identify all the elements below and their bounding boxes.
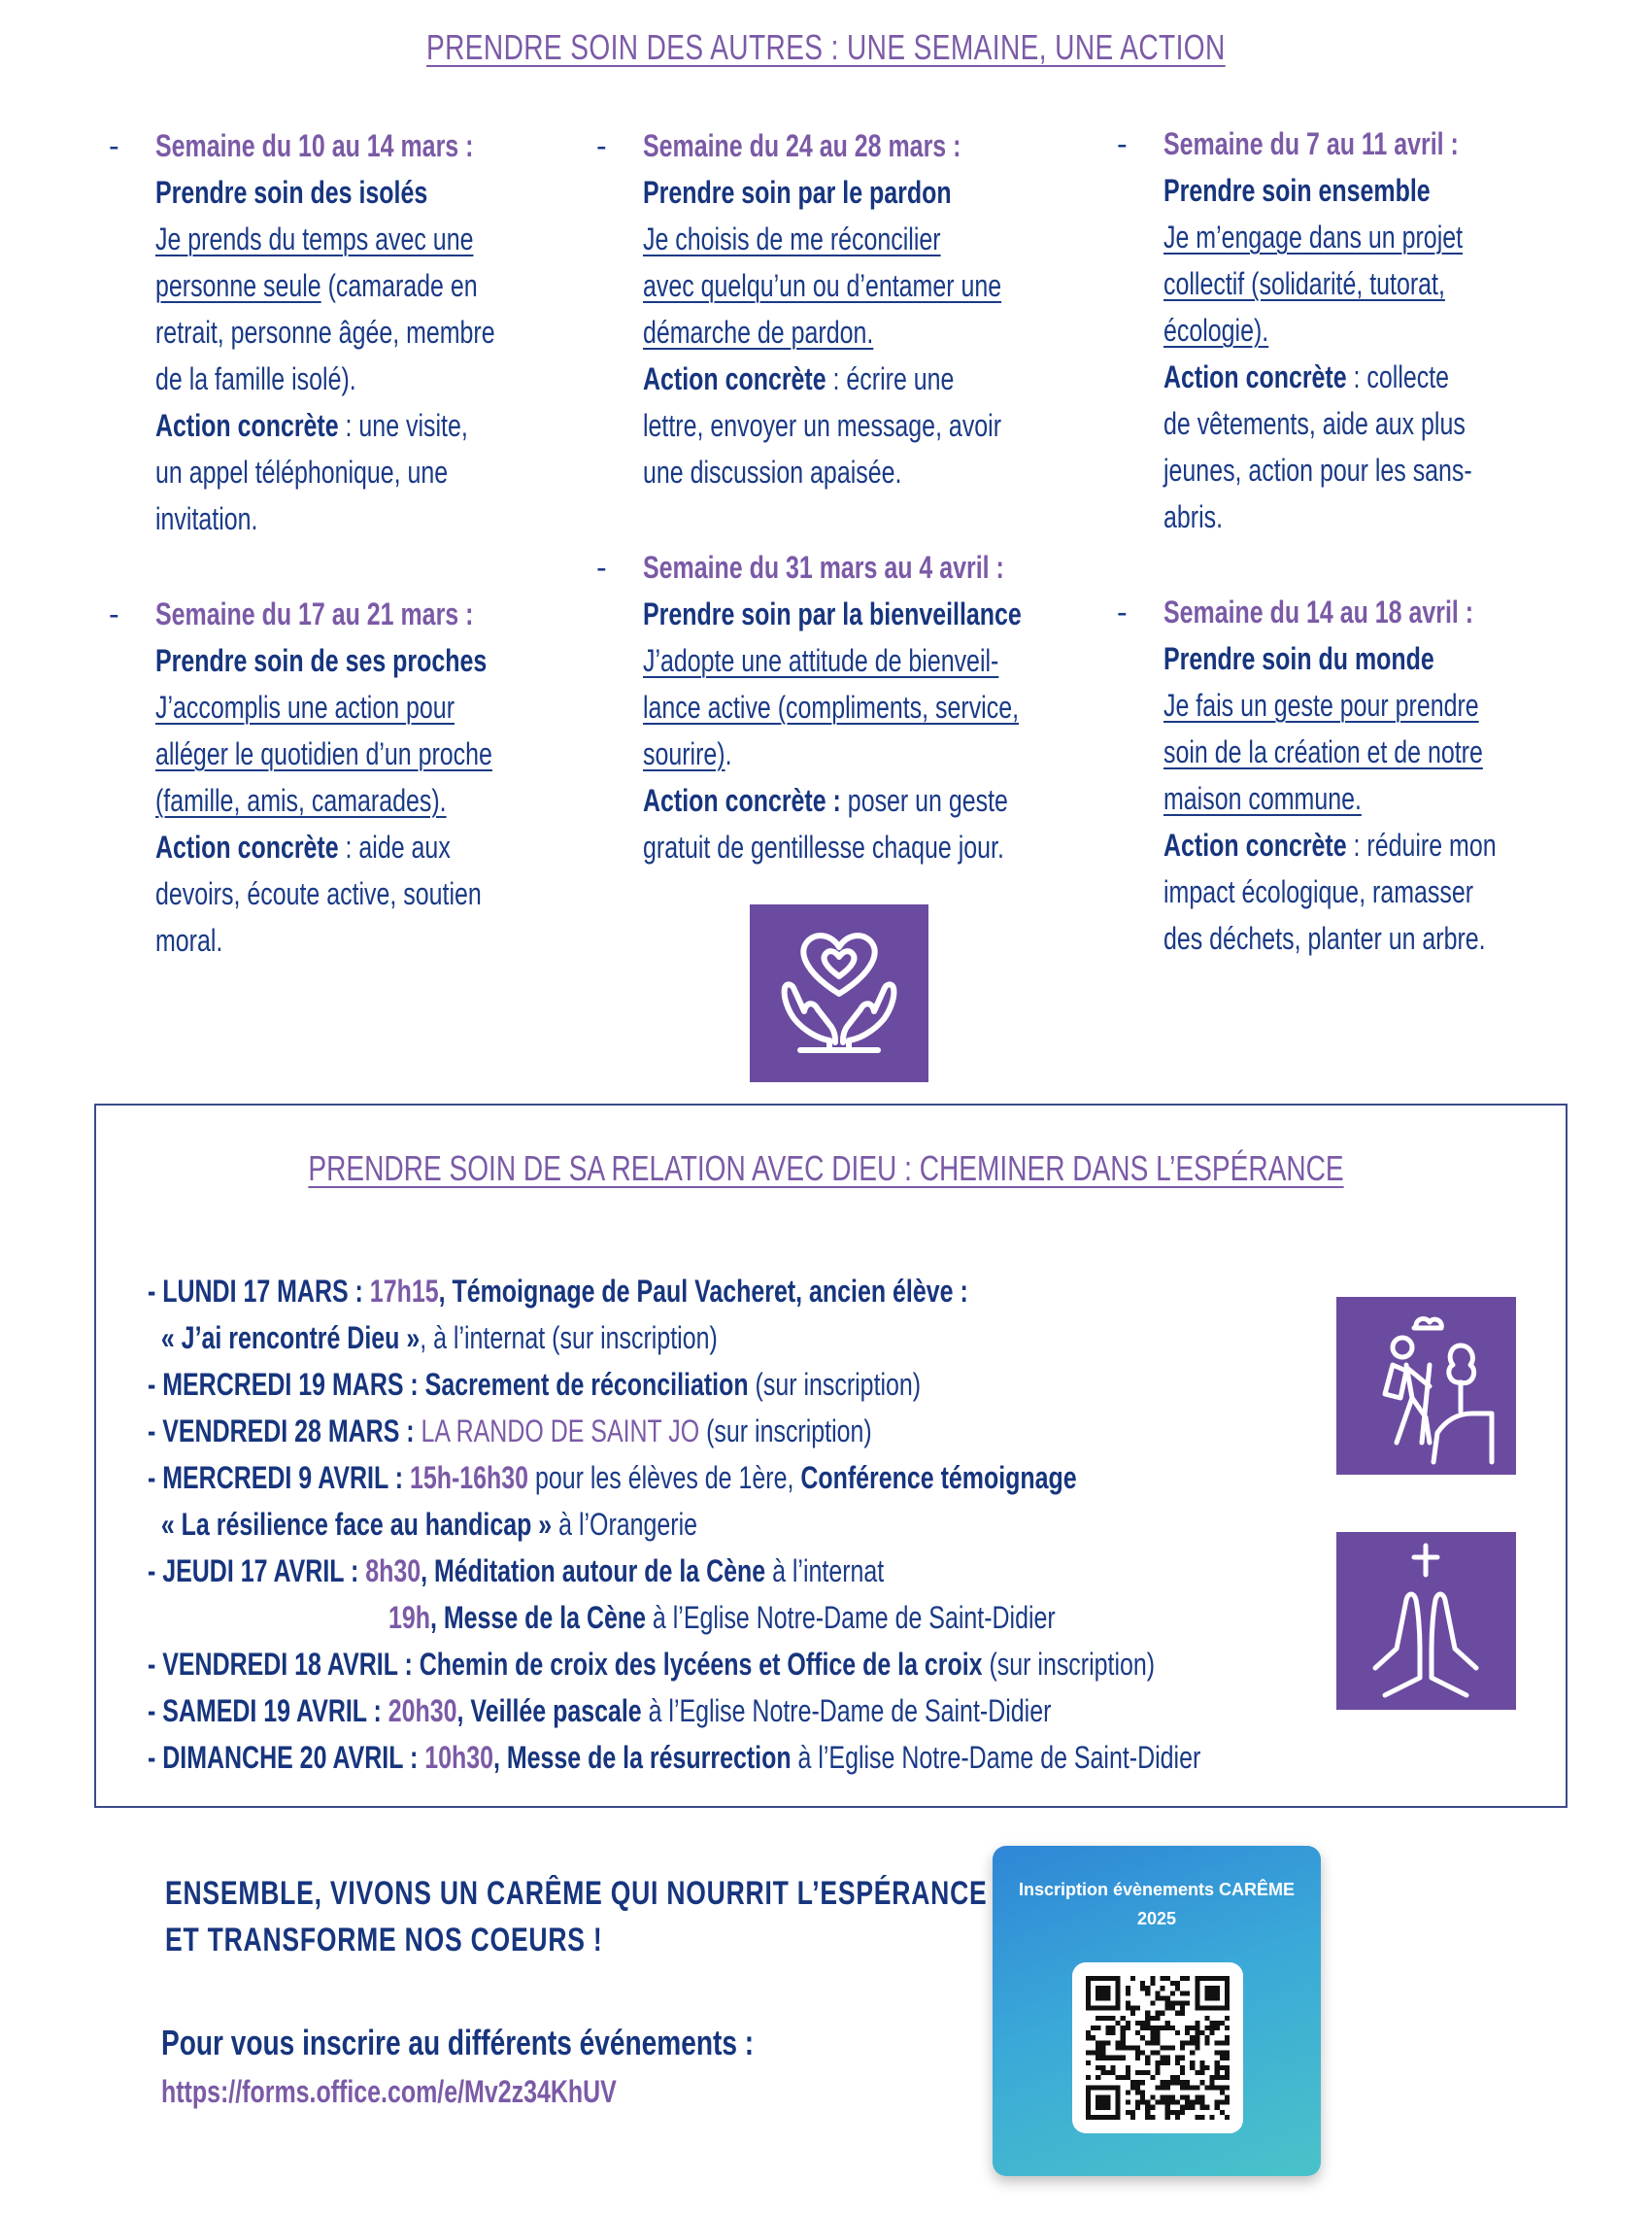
faith-section-title: PRENDRE SOIN DE SA RELATION AVEC DIEU : CHEMINER DANS L’ESPÉRANCE <box>308 1148 1344 1188</box>
week-block-4: - Semaine du 31 mars au 4 avril : Prendre soin par la bienveillance J’adopte une attitude de bienveil- lance active (compliments, service, sourire). Action concrète : poser un geste gratuit de gentillesse chaque jour. <box>643 544 1129 870</box>
week-theme: Prendre soin par le pardon <box>643 175 952 210</box>
week-block-5: - Semaine du 7 au 11 avril : Prendre soin ensemble Je m’engage dans un projet collectif (solidarité, tutorat, écologie). Action concrète : collecte de vêtements, aide aux plus jeunes, action pour les sans- abris. <box>1163 120 1559 540</box>
event-line: 19h, Messe de la Cène à l’Eglise Notre-Dame de Saint-Didier <box>388 1600 1056 1635</box>
week-date: Semaine du 17 au 21 mars : <box>155 596 474 631</box>
event-line: - LUNDI 17 MARS : 17h15, Témoignage de Paul Vacheret, ancien élève : <box>148 1274 968 1309</box>
event-line: - MERCREDI 19 MARS : Sacrement de réconciliation (sur inscription) <box>148 1367 922 1402</box>
event-line: - VENDREDI 18 AVRIL : Chemin de croix des lycéens et Office de la croix (sur inscription) <box>148 1647 1156 1682</box>
week-block-6: - Semaine du 14 au 18 avril : Prendre soin du monde Je fais un geste pour prendre soin de la création et de notre maison commune. Action concrète : réduire mon impact écologique, ramasser des déchets, planter un arbre. <box>1163 589 1590 962</box>
event-line: - JEUDI 17 AVRIL : 8h30, Méditation autour de la Cène à l’internat <box>148 1553 885 1588</box>
action-label: Action concrète <box>155 830 339 865</box>
week-theme: Prendre soin par la bienveillance <box>643 596 1022 631</box>
week-date: Semaine du 24 au 28 mars : <box>643 128 961 163</box>
week-theme: Prendre soin des isolés <box>155 175 428 210</box>
event-line: - VENDREDI 28 MARS : LA RANDO DE SAINT JO (sur inscription) <box>148 1413 872 1448</box>
action-label: Action concrète <box>155 408 339 443</box>
qr-code-icon[interactable] <box>1086 1976 1230 2120</box>
event-line: « J’ai rencontré Dieu », à l’internat (sur inscription) <box>148 1320 718 1355</box>
week-date: Semaine du 14 au 18 avril : <box>1163 595 1474 630</box>
action-label: Action concrète <box>1163 828 1347 863</box>
page-title: PRENDRE SOIN DES AUTRES : UNE SEMAINE, UNE ACTION <box>426 27 1226 67</box>
week-theme: Prendre soin du monde <box>1163 641 1434 676</box>
heart-hands-icon <box>750 904 928 1082</box>
action-label: Action concrète <box>1163 359 1347 394</box>
signup-text: Pour vous inscrire au différents événements : <box>161 2023 755 2062</box>
closing-message: ENSEMBLE, VIVONS UN CARÊME QUI NOURRIT L’ESPÉRANCE ET TRANSFORME NOS COEURS ! <box>165 1875 988 1958</box>
week-date: Semaine du 31 mars au 4 avril : <box>643 550 1004 585</box>
qr-caption: Inscription évènements CARÊME 2025 <box>1018 1880 1296 1928</box>
week-block-2: - Semaine du 17 au 21 mars : Prendre soin de ses proches J’accomplis une action pour alléger le quotidien d’un proche (famille, amis, camarades). Action concrète : aide aux devoirs, écoute active, soutien moral. <box>155 591 588 964</box>
action-label: Action concrète : <box>643 783 841 818</box>
event-line: - SAMEDI 19 AVRIL : 20h30, Veillée pascale à l’Eglise Notre-Dame de Saint-Didier <box>148 1693 1052 1728</box>
week-block-3: - Semaine du 24 au 28 mars : Prendre soin par le pardon Je choisis de me réconcilier avec quelqu’un ou d’entamer une démarche de pardon. Action concrète : écrire une lettre, envoyer un message, avoir une discussion apaisée. <box>643 122 1102 495</box>
hiker-icon <box>1336 1297 1516 1475</box>
week-date: Semaine du 7 au 11 avril : <box>1163 126 1459 161</box>
qr-card[interactable] <box>993 1846 1321 2176</box>
event-line: - MERCREDI 9 AVRIL : 15h-16h30 pour les élèves de 1ère, Conférence témoignage <box>148 1460 1077 1495</box>
week-block-1: - Semaine du 10 au 14 mars : Prendre soin des isolés Je prends du temps avec une personne seule (camarade en retrait, personne âgée, membre de la famille isolé). Action concrète : une visite, un appel téléphonique, une invitation. <box>155 122 590 542</box>
action-label: Action concrète <box>643 361 826 396</box>
praying-hands-icon <box>1336 1532 1516 1710</box>
week-theme: Prendre soin ensemble <box>1163 173 1431 208</box>
week-theme: Prendre soin de ses proches <box>155 643 488 678</box>
week-date: Semaine du 10 au 14 mars : <box>155 128 474 163</box>
signup-link[interactable]: https://forms.office.com/e/Mv2z34KhUV <box>161 2074 617 2109</box>
event-line: « La résilience face au handicap » à l’Orangerie <box>148 1507 698 1542</box>
event-line: - DIMANCHE 20 AVRIL : 10h30, Messe de la résurrection à l’Eglise Notre-Dame de Saint-Didier <box>148 1740 1201 1775</box>
